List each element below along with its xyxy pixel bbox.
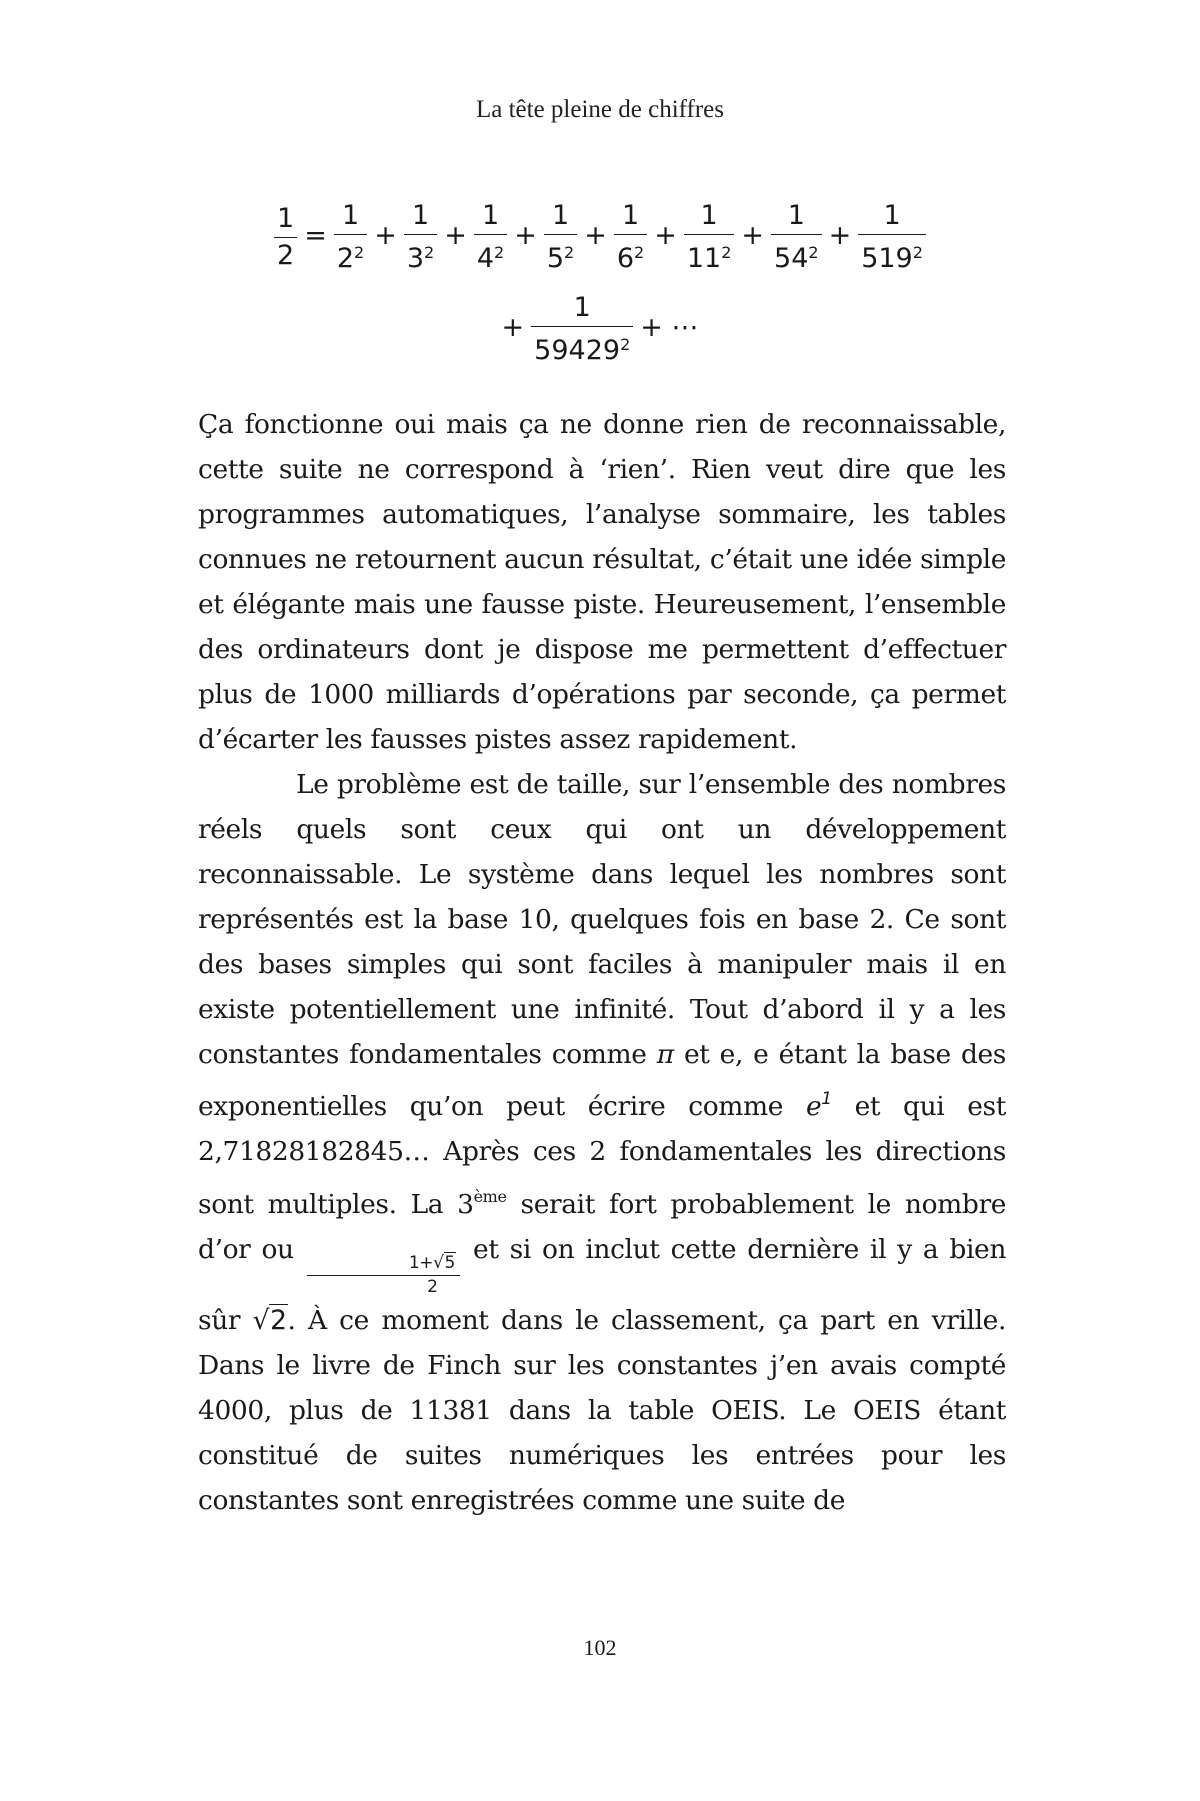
equation-term-fraction: $\frac{1}{6^2}$ [614,200,647,275]
equation-term-fraction: $\frac{1}{5^2}$ [544,200,577,275]
ordinal-superscript: ème [473,1187,507,1206]
plus-sign: + [444,220,467,251]
running-head: La tête pleine de chiffres [475,96,725,123]
equation-term-fraction: $\frac{1}{11^2}$ [684,200,735,275]
page-number: 102 [583,1635,617,1660]
equals-sign: = [304,220,327,251]
equation-line-1 [0,200,1200,275]
sqrt-two: √2 [252,1305,287,1336]
ellipsis: + ⋯ [640,312,699,343]
e-power: $e^1$ [805,1089,832,1122]
paragraph-1: Ça fonctionne oui mais ça ne donne rien de reconnaissable, cette suite ne correspond à ‘rien’. Rien veut dire que les programmes automatiques, l’analyse sommaire, les tables connues ne retournent aucun résultat, c’était une idée simple et élégante mais une fausse piste. Heureusement, l’ensemble des ordinateurs dont je dispose me permettent d’effectuer plus de 1000 milliards d’opérations par seconde, ça permet d’écarter les fausses pistes assez rapidement. [198,409,1006,755]
golden-ratio-fraction: $\frac{1+√5}{2}$ [309,1252,458,1298]
plus-sign: + [654,220,677,251]
equation-term-fraction: $\frac{1}{59429^2}$ [531,292,633,367]
equation-term-fraction: $\frac{1}{2^2}$ [334,200,367,275]
equation-terms [332,200,928,275]
paragraph-2: Le problème est de taille, sur l’ensemble des nombres réels quels sont ceux qui ont un développement reconnaissable. Le système dans lequel les nombres sont représentés est la base 10, quelques fois en base 2. Ce sont des bases simples qui sont faciles à manipuler mais il en existe potentiellement une infinité. Tout d’abord il y a les constantes fondamentales comme π et e, e étant la base des exponentielles qu’on peut écrire comme $e^1$ et qui est 2,71828182845… Après ces 2 fondamentales les directions sont multiples. La 3ème serait fort probablement le nombre d’or ou $\frac{1+√5}{2}$ et si on inclut cette dernière il y a bien sûr √2. À ce moment dans le classement, ça part en vrille. Dans le livre de Finch sur les constantes j’en avais compté 4000, plus de 11381 dans la table OEIS. Le OEIS étant constitué de suites numériques les entrées pour les constantes sont enregistrées comme une suite de [198,769,1007,1516]
equation-lhs-fraction: $\frac{1}{2}$ [274,203,297,272]
body-text [198,402,1006,1523]
equation-term-fraction: $\frac{1}{3^2}$ [404,200,437,275]
plus-sign: + [584,220,607,251]
equation-line-2 [0,292,1200,367]
plus-sign: + [828,220,852,251]
plus-sign: + [741,220,765,251]
equation-term-fraction: $\frac{1}{54^2}$ [771,200,822,275]
plus-sign: + [501,312,525,343]
equation-term-fraction: $\frac{1}{4^2}$ [474,200,507,275]
pi-symbol: π [656,1039,674,1070]
plus-sign: + [514,220,537,251]
equation-term-fraction: $\frac{1}{519^2}$ [858,200,926,275]
plus-sign: + [374,220,397,251]
